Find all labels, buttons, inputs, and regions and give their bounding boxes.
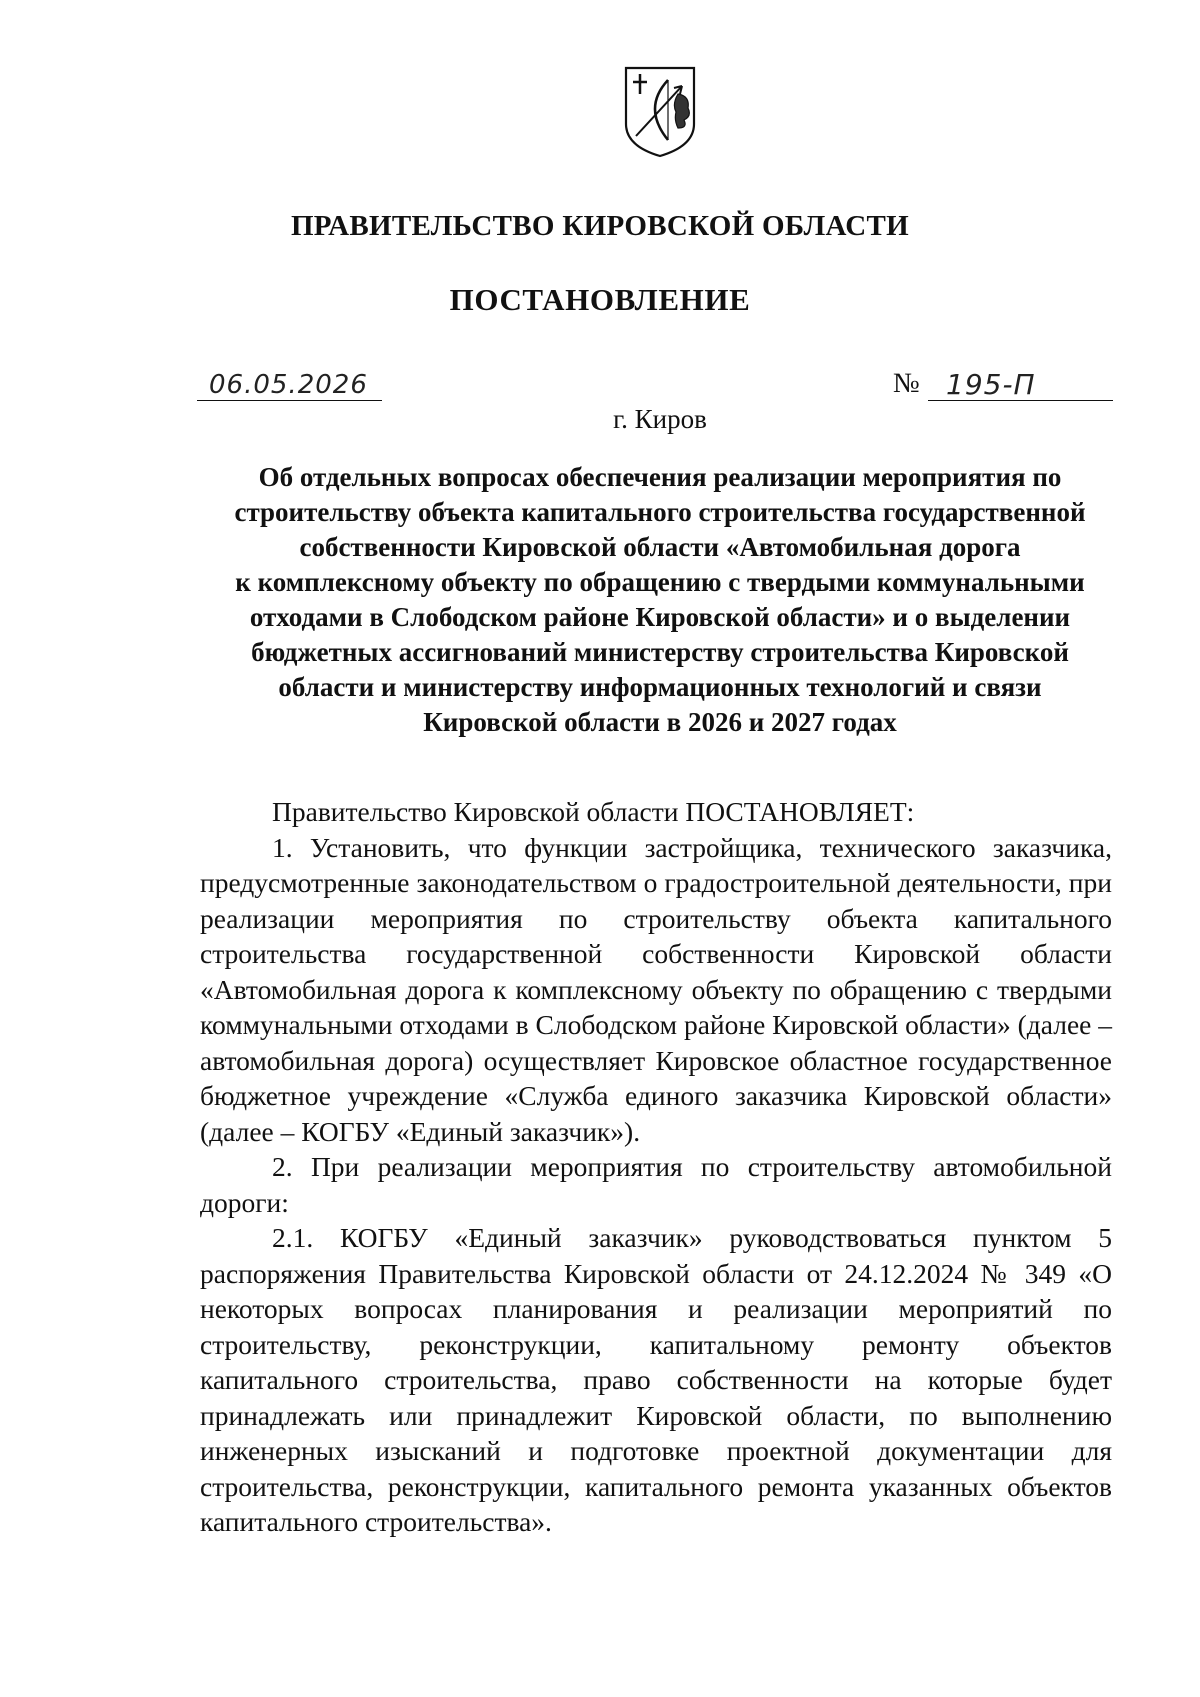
date-field (197, 372, 382, 401)
paragraph-1: 1. Установить, что функции застройщика, технического заказчика, предусмотренные законодательством о градостроительной деятельности, при реализации мероприятия по строительству объекта капитального строительства государственной собственности Кировской области «Автомобильная дорога к комплексному объекту по обращению с твердыми коммунальными отходами в Слободском районе Кировской области» (далее – автомобильная дорога) осуществляет Кировское областное государственное бюджетное учреждение «Служба единого заказчика Кировской области» (далее – КОГБУ «Единый заказчик»). (200, 831, 1112, 1147)
number-value: 195-П (946, 368, 1036, 401)
date-value: 06.05.2026 (209, 370, 368, 400)
subject-line: области и министерству информационных технологий и связи (278, 672, 1042, 702)
document-body (200, 794, 1112, 1540)
paragraph-2: 2. При реализации мероприятия по строительству автомобильной дороги: (200, 1151, 1112, 1218)
subject-line: Об отдельных вопросах обеспечения реализации мероприятия по (258, 462, 1062, 492)
organization-title: ПРАВИТЕЛЬСТВО КИРОВСКОЙ ОБЛАСТИ (290, 210, 910, 242)
subject-line: строительству объекта капитального строительства государственной (234, 497, 1086, 527)
number-field (928, 368, 1113, 401)
document-subject (180, 460, 1140, 740)
paragraph-2-1: 2.1. КОГБУ «Единый заказчик» руководствоваться пунктом 5 распоряжения Правительства Кировской области от 24.12.2024 № 349 «О некоторых вопросах планирования и реализации мероприятий по строительству, реконструкции, капитальному ремонту объектов капитального строительства, право собственности на которые будет принадлежать или принадлежит Кировской области, по выполнению инженерных изысканий и подготовке проектной документации для строительства, реконструкции, капитального ремонта указанных объектов капитального строительства». (200, 1222, 1112, 1537)
subject-line: Кировской области в 2026 и 2027 годах (423, 707, 897, 737)
kirov-coat-of-arms-icon (622, 64, 698, 160)
subject-line: к комплексному объекту по обращению с твердыми коммунальными (235, 567, 1085, 597)
paragraph-preamble: Правительство Кировской области ПОСТАНОВЛЯЕТ: (272, 796, 915, 827)
number-sign: № (893, 368, 920, 399)
document-type: ПОСТАНОВЛЕНИЕ (449, 282, 751, 317)
subject-line: бюджетных ассигнований министерству строительства Кировской (251, 637, 1069, 667)
subject-line: отходами в Слободском районе Кировской области» и о выделении (249, 602, 1071, 632)
subject-line: собственности Кировской области «Автомобильная дорога (299, 532, 1021, 562)
city: г. Киров (613, 404, 707, 434)
